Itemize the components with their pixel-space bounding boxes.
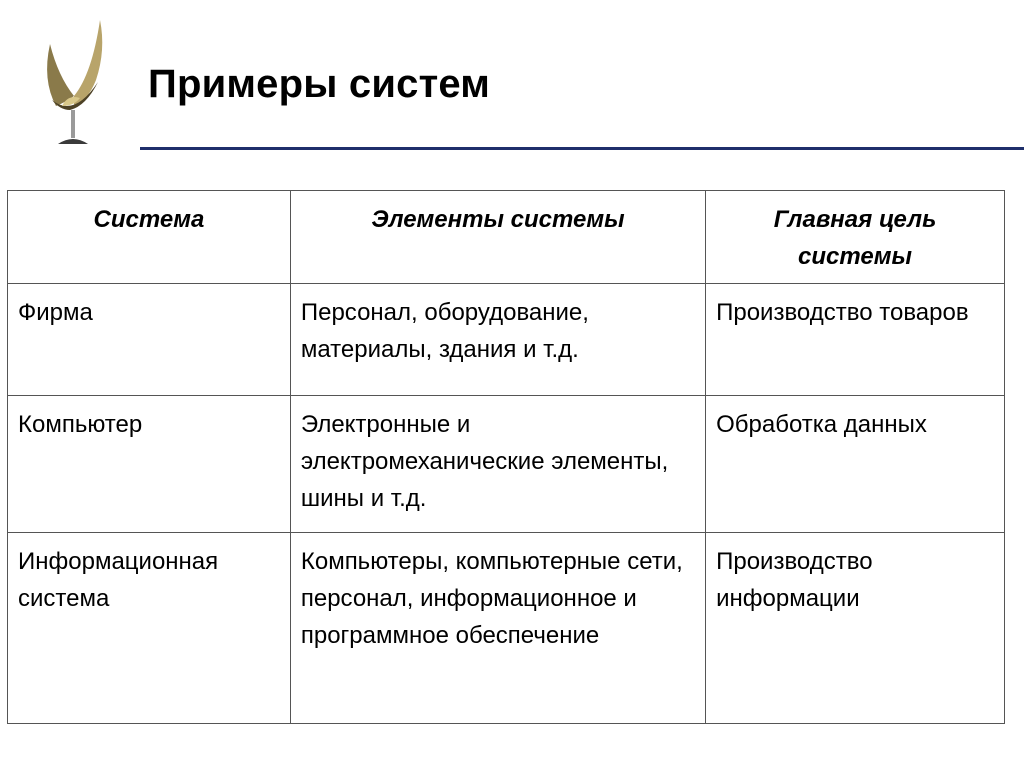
cell-system: Информационная система: [8, 533, 291, 724]
header-system: Система: [8, 191, 291, 284]
cell-elements: Электронные и электромеханические элементы, шины и т.д.: [290, 396, 705, 533]
table-row: [8, 284, 1005, 396]
header-elements: Элементы системы: [290, 191, 705, 284]
systems-table: [7, 190, 1005, 724]
table-row: [8, 396, 1005, 533]
cell-system: Фирма: [8, 284, 291, 396]
cell-system: Компьютер: [8, 396, 291, 533]
cell-goal: Обработка данных: [706, 396, 1005, 533]
title-underline: [140, 147, 1024, 150]
goblet-logo-icon: [22, 10, 132, 152]
cell-goal: Производство информации: [706, 533, 1005, 724]
table-header-row: [8, 191, 1005, 284]
header-goal: Главная цель системы: [706, 191, 1005, 284]
cell-elements: Персонал, оборудование, материалы, здания и т.д.: [290, 284, 705, 396]
page-title: Примеры систем: [148, 62, 491, 106]
cell-elements: Компьютеры, компьютерные сети, персонал, информационное и программное обеспечение: [290, 533, 705, 724]
cell-goal: Производство товаров: [706, 284, 1005, 396]
table-row: [8, 533, 1005, 724]
